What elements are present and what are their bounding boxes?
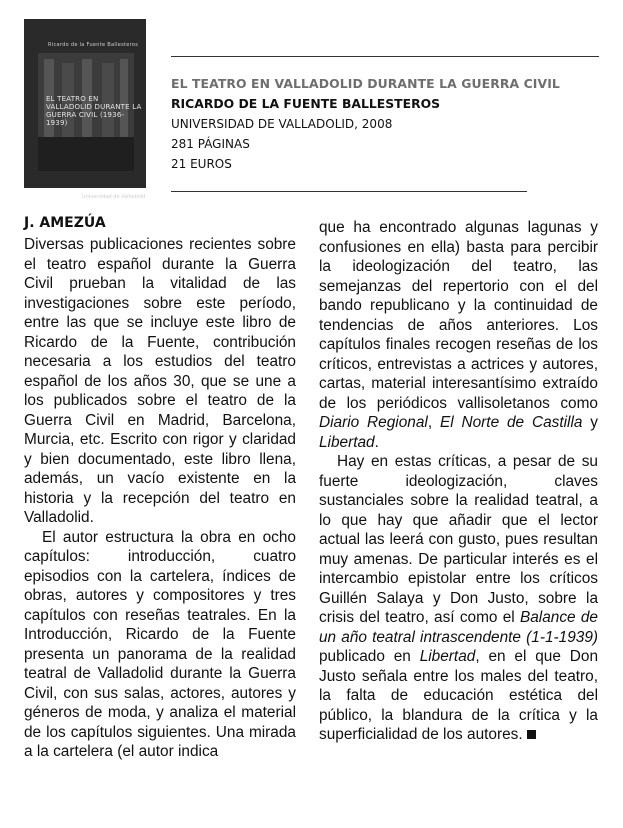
review-paragraph: Diversas publicaciones recientes sobre el teatro español durante la Guerra Civil prueban la vitalidad de las investigaciones sobre este período, entre las que se incluye este libro de Ricardo de la Fuente, contribución necesaria a los estudios del teatro español de los años 30, que se une a los publicados sobre el teatro de la Guerra Civil en Madrid, Barcelona, Murcia, etc. Escrito con rigor y claridad y bien documentado, este libro llena, además, un vacío existente en la historia y la recepción del teatro en Valladolid. [24, 236, 296, 526]
end-of-article-mark [527, 730, 536, 739]
book-publisher: UNIVERSIDAD DE VALLADOLID, 2008 [171, 117, 393, 131]
review-paragraph: que ha encontrado algunas lagunas y confusiones en ella) basta para percibir la ideologización del teatro, las semejanzas del repertorio con el del bando republicano y la continuidad de tendencias de años anteriores. Los capítulos finales recogen reseñas de los críticos, entrevistas a actrices y autores, cartas, material interesantísimo extraído de los periódicos vallisoletanos como Diario Regional, El Norte de Castilla y Libertad. [319, 219, 598, 451]
review-paragraph: Hay en estas críticas, a pesar de su fuerte ideologización, claves sustanciales sobre la realidad teatral, a lo que hay que añadir que el lector actual las leerá con gusto, pues resultan muy amenas. De particular interés es el intercambio epistolar entre los críticos Guillén Salaya y Don Justo, sobre la crisis del teatro, así como el Balance de un año teatral intrascendente (1-1-1939) publicado en Libertad, en el que Don Justo señala entre los males del teatro, la falta de educación estética del público, la blandura de la crítica y la superficialidad de los autores. [319, 453, 598, 743]
book-author: RICARDO DE LA FUENTE BALLESTEROS [171, 96, 441, 111]
cover-author: Ricardo de la Fuente Ballesteros [48, 42, 139, 48]
review-paragraph: El autor estructura la obra en ocho capítulos: introducción, cuatro episodios con la cartelera, índices de obras, autores y compositores y tres capítulos con reseñas teatrales. En la Introducción, Ricardo de la Fuente presenta un panorama de la realidad teatral de Valladolid durante la Guerra Civil, con sus salas, actores, autores y géneros de moda, y analiza el material de los capítulos siguientes. Una mirada a la cartelera (el autor indica [24, 528, 296, 760]
review-column-1 [24, 235, 296, 762]
publication-name: Libertad [319, 433, 375, 451]
review-column-2 [319, 218, 598, 745]
cover-title: EL TEATRO EN VALLADOLID DURANTE LA GUERRA CIVIL (1936-1939) [46, 95, 142, 127]
header-rule-top [171, 56, 599, 57]
book-title: EL TEATRO EN VALLADOLID DURANTE LA GUERRA CIVIL [171, 76, 560, 91]
book-pages: 281 PÁGINAS [171, 137, 250, 151]
publication-name: El Norte de Castilla [439, 414, 583, 431]
cover-publisher: Universidad de Valladolid [82, 194, 146, 200]
book-cover [24, 19, 146, 200]
header-rule-bottom [171, 191, 527, 192]
publication-name: Diario Regional [319, 414, 428, 431]
article-title: Balance de un año teatral intrascendente (1-1-1939) [319, 609, 598, 646]
publication-name: Libertad [419, 648, 476, 665]
book-price: 21 EUROS [171, 157, 232, 171]
review-byline: J. AMEZÚA [24, 215, 106, 231]
